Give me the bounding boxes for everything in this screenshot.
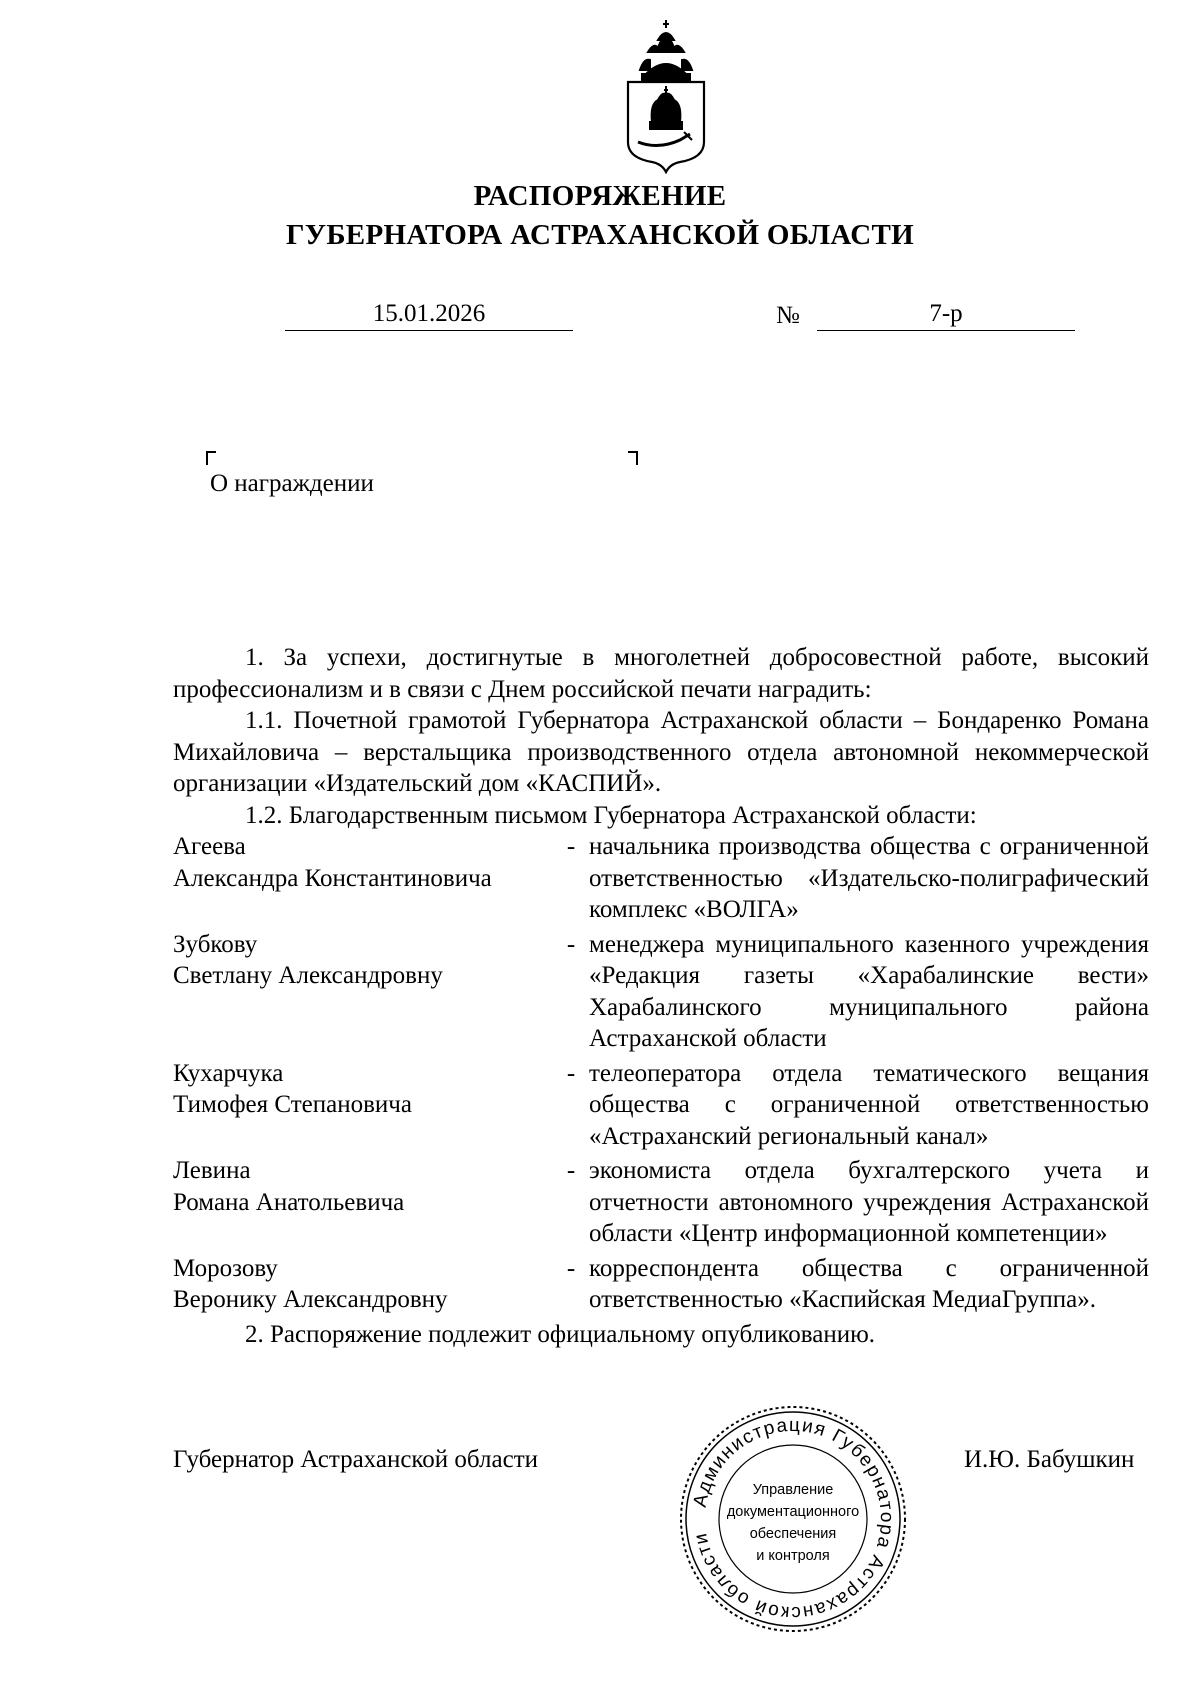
number-sign: №: [776, 302, 800, 329]
awardee-row: [173, 929, 1149, 1055]
awardee-given-names: Веронику Александровну: [173, 1286, 448, 1313]
awardee-given-names: Романа Анатольевича: [173, 1188, 405, 1216]
subject-bracket-left: [206, 451, 216, 465]
awardee-surname: Кухарчука: [173, 1059, 284, 1087]
awardee-dash: -: [566, 930, 576, 958]
paragraph-2: 2. Распоряжение подлежит официальному опубликованию.: [245, 1320, 876, 1348]
signatory-position: Губернатор Астраханской области: [173, 1446, 539, 1473]
awardee-surname: Агеева: [173, 833, 246, 860]
awardee-dash: -: [566, 833, 576, 860]
awardee-row: [173, 831, 1149, 926]
stamp-line-2: документационного: [726, 1504, 860, 1520]
awardee-position: начальника производства общества с ограниченной ответственностью «Издательско-полиграфический комплекс «ВОЛГА»: [589, 833, 1149, 923]
awardee-position: экономиста отдела бухгалтерского учета и отчетности автономного учреждения Астраханской области «Центр информационной компетенции»: [589, 1157, 1149, 1247]
awardee-row: [173, 1253, 1149, 1316]
awardee-row: [173, 1155, 1149, 1250]
awardee-position: менеджера муниципального казенного учреждения «Редакция газеты «Харабалинские вести» Харабалинского муниципального района Астраханской области: [589, 930, 1149, 1052]
awardee-given-names: Тимофея Степановича: [173, 1091, 412, 1118]
awardee-dash: -: [566, 1059, 576, 1087]
awardee-surname: Левина: [173, 1157, 251, 1184]
awardee-dash: -: [566, 1157, 576, 1184]
stamp-line-4: и контроля: [756, 1548, 830, 1564]
stamp-ring-text: Администрация Губернатора Астраханской области: [689, 1414, 898, 1624]
stamp-line-1: Управление: [752, 1482, 834, 1498]
awardee-given-names: Александра Константиновича: [173, 864, 492, 892]
awardee-given-names: Светлану Александровну: [173, 962, 443, 989]
paragraph-1: 1. За успехи, достигнутые в многолетней добросовестной работе, высокий профессионализм и в связи с Днем российской печати наградить:: [173, 644, 1149, 703]
awardee-name: [173, 1155, 553, 1250]
paragraph-1-2: 1.2. Благодарственным письмом Губернатора Астраханской области:: [245, 801, 977, 829]
stamp-line-3: обеспечения: [749, 1526, 837, 1542]
document-issuer: ГУБЕРНАТОРА АСТРАХАНСКОЙ ОБЛАСТИ: [286, 219, 914, 251]
awardee-name: [173, 1058, 553, 1153]
subject-bracket-right: [628, 451, 638, 465]
awardee-position: корреспондента общества с ограниченной ответственностью «Каспийская МедиаГруппа».: [589, 1254, 1149, 1313]
document-subject: О награждении: [210, 470, 374, 497]
document-body: [173, 642, 1149, 1350]
document-number: 7-р: [817, 300, 1075, 331]
awardee-surname: Морозову: [173, 1254, 278, 1282]
awardee-name: [173, 1253, 553, 1316]
awardee-name: [173, 929, 553, 1055]
signatory-name: И.Ю. Бабушкин: [964, 1446, 1135, 1473]
official-stamp: [678, 1404, 908, 1634]
awardee-row: [173, 1058, 1149, 1153]
awardee-dash: -: [566, 1254, 576, 1282]
awardee-list: [173, 831, 1149, 1316]
document-date: 15.01.2026: [285, 300, 573, 331]
awardee-surname: Зубкову: [173, 930, 258, 958]
coat-of-arms-icon: [618, 18, 714, 174]
awardee-position: телеоператора отдела тематического вещания общества с ограниченной ответственностью «Астраханский региональный канал»: [589, 1059, 1149, 1150]
document-title: РАСПОРЯЖЕНИЕ: [473, 180, 727, 212]
paragraph-1-1: 1.1. Почетной грамотой Губернатора Астраханской области – Бондаренко Романа Михайловича – верстальщика производственного отдела автономной некоммерческой организации «Издательский дом «КАСПИЙ».: [173, 707, 1149, 797]
awardee-name: [173, 831, 553, 926]
